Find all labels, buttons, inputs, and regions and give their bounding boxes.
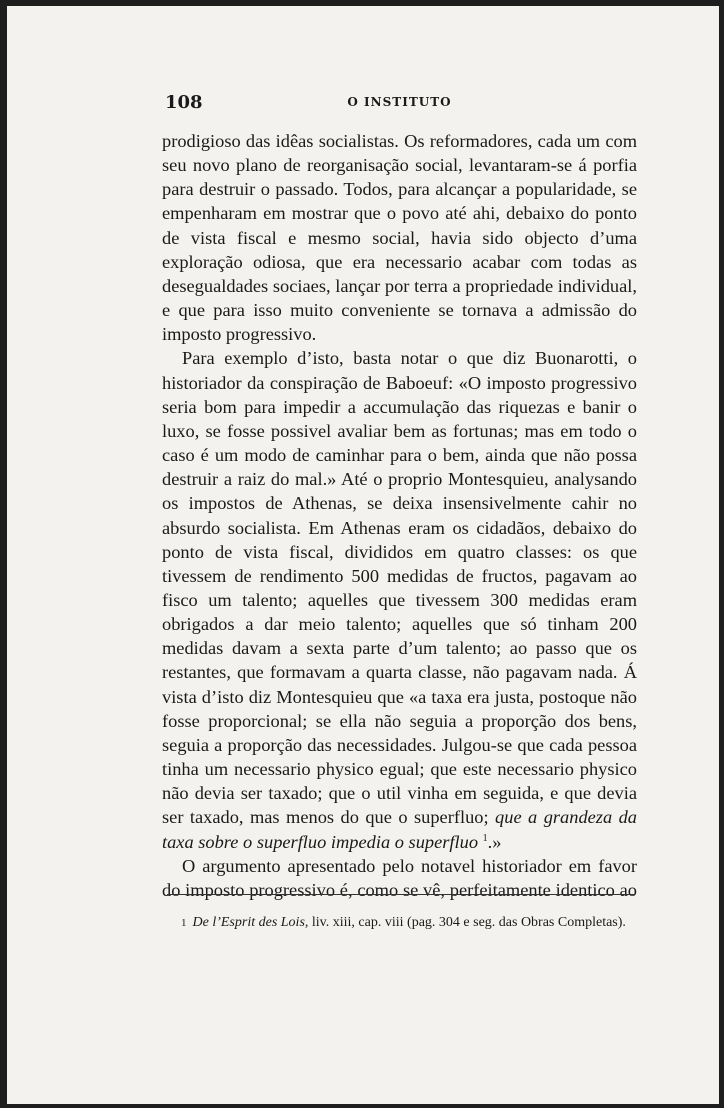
paragraph-2 (162, 346, 637, 853)
footnote-reference[interactable]: 1 (482, 832, 488, 844)
paragraph-3: O argumento apresentado pelo notavel historiador em favor do imposto progressivo é, como se vê, perfeitamente identico ao (162, 855, 637, 900)
paragraph-2-text: Para exemplo d’isto, basta notar o que diz Buonarotti, o historiador da conspiração de Baboeuf: «O imposto progressivo seria bom para impedir a accumulação das riquezas e banir o luxo, se fosse possivel avaliar bem as fortunas; mas em todo o caso é um modo de caminhar para o bem, ainda que não possa destruir a raiz do mal.» Até o proprio Montesquieu, analysando os impostos de Athenas, se deixa insensivelmente cahir no absurdo socialista. Em Athenas eram os cidadãos, debaixo do ponto de vista fiscal, divididos em quatro classes: os que tivessem de rendimento 500 medidas de fructos, pagavam ao fisco um talento; aquelles que tivessem 300 medidas eram obrigados a dar meio talento; aquelles que só tinham 200 medidas davam a sexta parte d’um talento; ao passo que os restantes, que formavam a quarta classe, não pagavam nada. Á vista d’isto diz Montesquieu que «a taxa era justa, postoque não fosse proporcional; se ella não seguia a proporção dos bens, seguia a proporção das necessidades. Julgou-se que cada pessoa tinha um necessario physico egual; que este necessario physico não devia ser taxado; que o util vinha em seguida, e que devia ser taxado, mas menos do que o superfluo; (162, 348, 637, 828)
footnote (165, 912, 635, 934)
page-number: 108 (165, 92, 203, 113)
body-text (162, 129, 637, 902)
book-page (7, 6, 719, 1104)
footnote-marker: 1 (181, 917, 187, 929)
paragraph-2-closing: .» (487, 831, 502, 852)
paragraph-2-italic-quote: que a grandeza da taxa sobre o superfluo impedia o superfluo (162, 807, 637, 852)
paragraph-1: prodigioso das idêas socialistas. Os reformadores, cada um com seu novo plano de reorganisação social, levantaram-se á porfia para destruir o passado. Todos, para alcançar a popularidade, se empenharam em mostrar que o povo até ahi, debaixo do ponto de vista fiscal e mesmo social, havia sido objecto d’uma exploração odiosa, que era necessario acabar com todas as desegualdades sociaes, lançar por terra a propriedade individual, e que para isso muito conveniente se tornava a admissão do imposto progressivo. (162, 131, 637, 345)
running-title: O INSTITUTO (347, 95, 452, 109)
page-header (162, 92, 637, 116)
footnote-text: liv. xiii, cap. viii (pag. 304 e seg. das Obras Completas). (311, 915, 626, 930)
footnote-divider (167, 894, 634, 895)
footnote-work-title: De l’Esprit des Lois, (192, 915, 309, 930)
